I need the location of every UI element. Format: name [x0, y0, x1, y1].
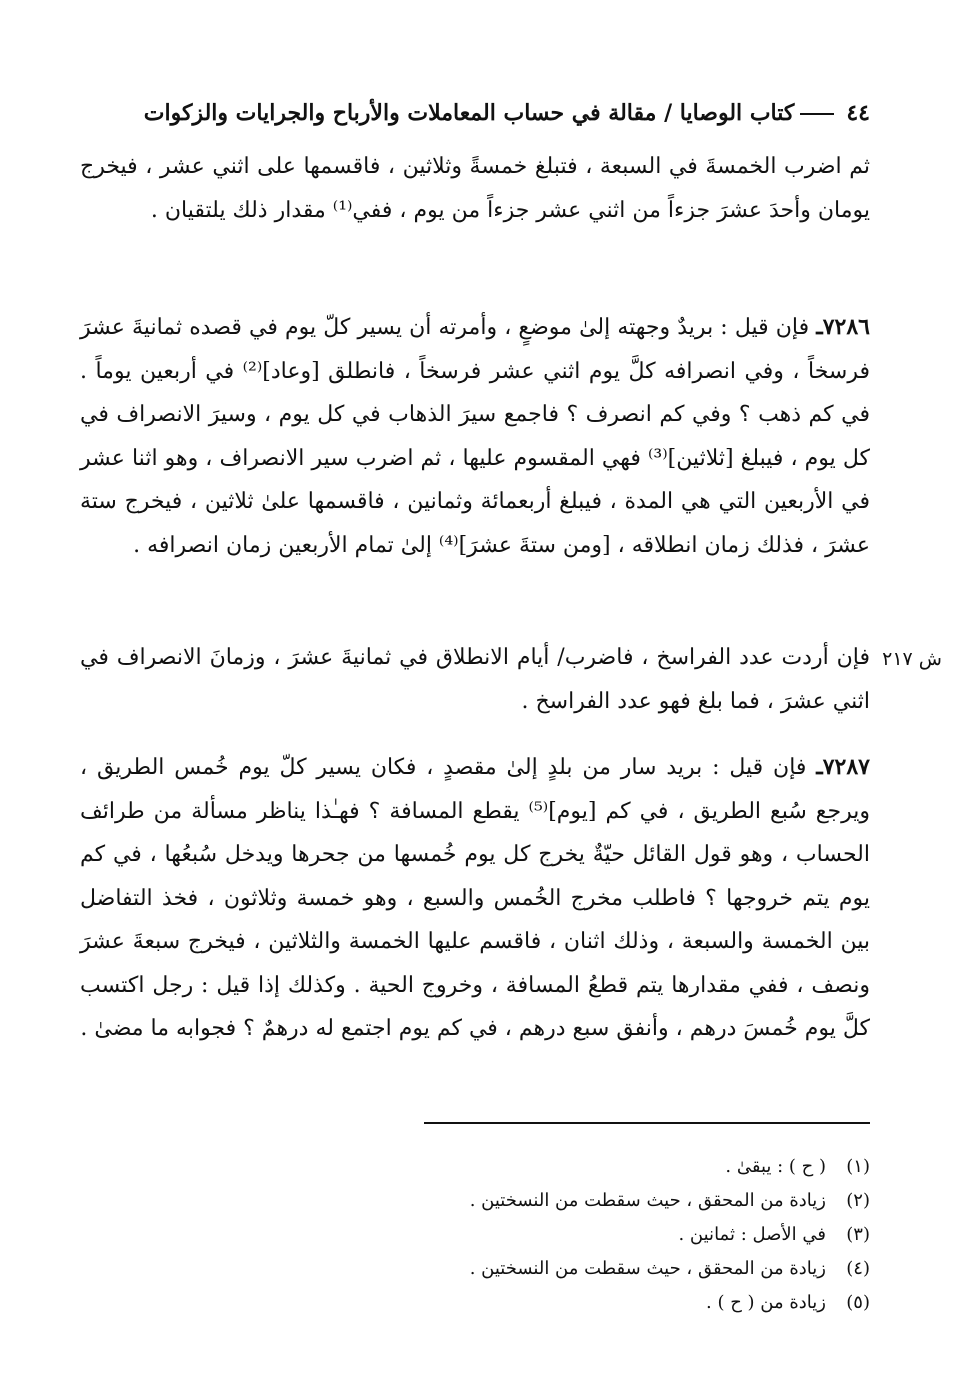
footnote-item: [420, 1150, 870, 1184]
footnotes: [420, 1150, 870, 1320]
paragraph-text: فإن أردت عدد الفراسخ ، فاضرب/ أيام الانطلاق في ثمانيةَ عشرَ ، وزمانَ الانصراف في اثني عشرَ ، فما بلغ فهو عدد الفراسخ .: [80, 645, 870, 714]
paragraph-text: فإن قيل : بريد سار من بلدٍ إلىٰ مقصدٍ ، فكان يسير كلّ يوم خُمس الطريق ، ويرجع سُبع الطريق ، في كم [يوم]⁽⁵⁾ يقطع المسافة ؟ فهـٰذا يناظر مسألة من طرائف الحساب ، وهو قول القائل حيّةٌ يخرج كل يوم خُمسها من جحرها ويدخل سُبعُها ، في كم يوم يتم خروجها ؟ فاطلب مخرج الخُمس والسبع ، وهو خمسة وثلاثون ، فخذ التفاضل بين الخمسة والسبعة ، وذلك اثنان ، فاقسم عليها الخمسة والثلاثين ، فيخرج سبعةَ عشرَ ونصف ، ففي مقدارها يتم قطعُ المسافة ، وخروج الحية . وكذلك إذا قيل : رجل اكتسب كلَّ يوم خُمسَ درهم ، وأنفق سبع درهم ، في كم يوم اجتمع له درهمٌ ؟ فجوابه ما مضىٰ .: [80, 755, 871, 1041]
footnote-number: (٣): [846, 1224, 870, 1245]
footnote-item: [420, 1252, 870, 1286]
footnote-number: (٥): [846, 1292, 870, 1313]
footnote-number: (٤): [846, 1258, 870, 1279]
paragraph-text: فإن قيل : بريدٌ وجهته إلىٰ موضعٍ ، وأمرته أن يسير كلّ يوم في قصده ثمانيةَ عشرَ فرسخاً ، وفي انصرافه كلَّ يوم اثني عشر فرسخاً ، فانطلق [وعاد]⁽²⁾ في أربعين يوماً . في كم ذهب ؟ وفي كم انصرف ؟ فاجمع سيرَ الذهاب في كل يوم ، وسيرَ الانصراف في كل يوم ، فيبلغ [ثلاثين]⁽³⁾ فهي المقسوم عليها ، ثم اضرب سير الانصراف ، وهو اثنا عشر في الأربعين التي هي المدة ، فيبلغ أربعمائة وثمانين ، فاقسمها علىٰ ثلاثين ، فيخرج ستة عشرَ ، فذلك زمان انطلاقه ، [ومن ستةَ عشرَ]⁽⁴⁾ إلىٰ تمام الأربعين زمان انصرافه .: [80, 315, 870, 558]
page-number: ٤٤: [846, 100, 870, 126]
footnote-divider: [424, 1122, 870, 1124]
footnote-text: ( ح ) : يبقىٰ .: [725, 1156, 826, 1177]
footnote-number: (١): [846, 1156, 870, 1177]
paragraph-continuation: [80, 145, 870, 232]
footnote-item: [420, 1184, 870, 1218]
paragraph-number: ٧٢٨٦ـ: [816, 314, 870, 340]
paragraph-number: ٧٢٨٧ـ: [816, 754, 870, 780]
footnote-number: (٢): [846, 1190, 870, 1211]
footnote-text: زيادة من المحقق ، حيث سقطت من النسختين .: [469, 1258, 826, 1279]
paragraph-text: ثم اضرب الخمسةَ في السبعة ، فتبلغ خمسةً وثلاثين ، فاقسمها على اثني عشر ، فيخرج يومان وأحدَ عشرَ جزءاً من اثني عشر جزءاً من يوم ، ففي⁽¹⁾ مقدار ذلك يلتقيان .: [80, 154, 870, 223]
paragraph-7287: [80, 746, 870, 1051]
paragraph-7286: [80, 306, 870, 567]
footnote-text: في الأصل : ثمانين .: [678, 1224, 826, 1245]
footnote-text: زيادة من ( ح ) .: [706, 1292, 826, 1313]
footnote-text: زيادة من المحقق ، حيث سقطت من النسختين .: [469, 1190, 826, 1211]
footnote-item: [420, 1218, 870, 1252]
header-title: كتاب الوصايا / مقالة في حساب المعاملات والأرباح والجرايات والزكوات: [143, 100, 795, 126]
running-header: [80, 96, 870, 130]
footnote-item: [420, 1286, 870, 1320]
margin-page-reference: ش ٢١٧: [882, 648, 942, 670]
header-dash: [800, 113, 834, 115]
paragraph-distance: [80, 636, 870, 723]
